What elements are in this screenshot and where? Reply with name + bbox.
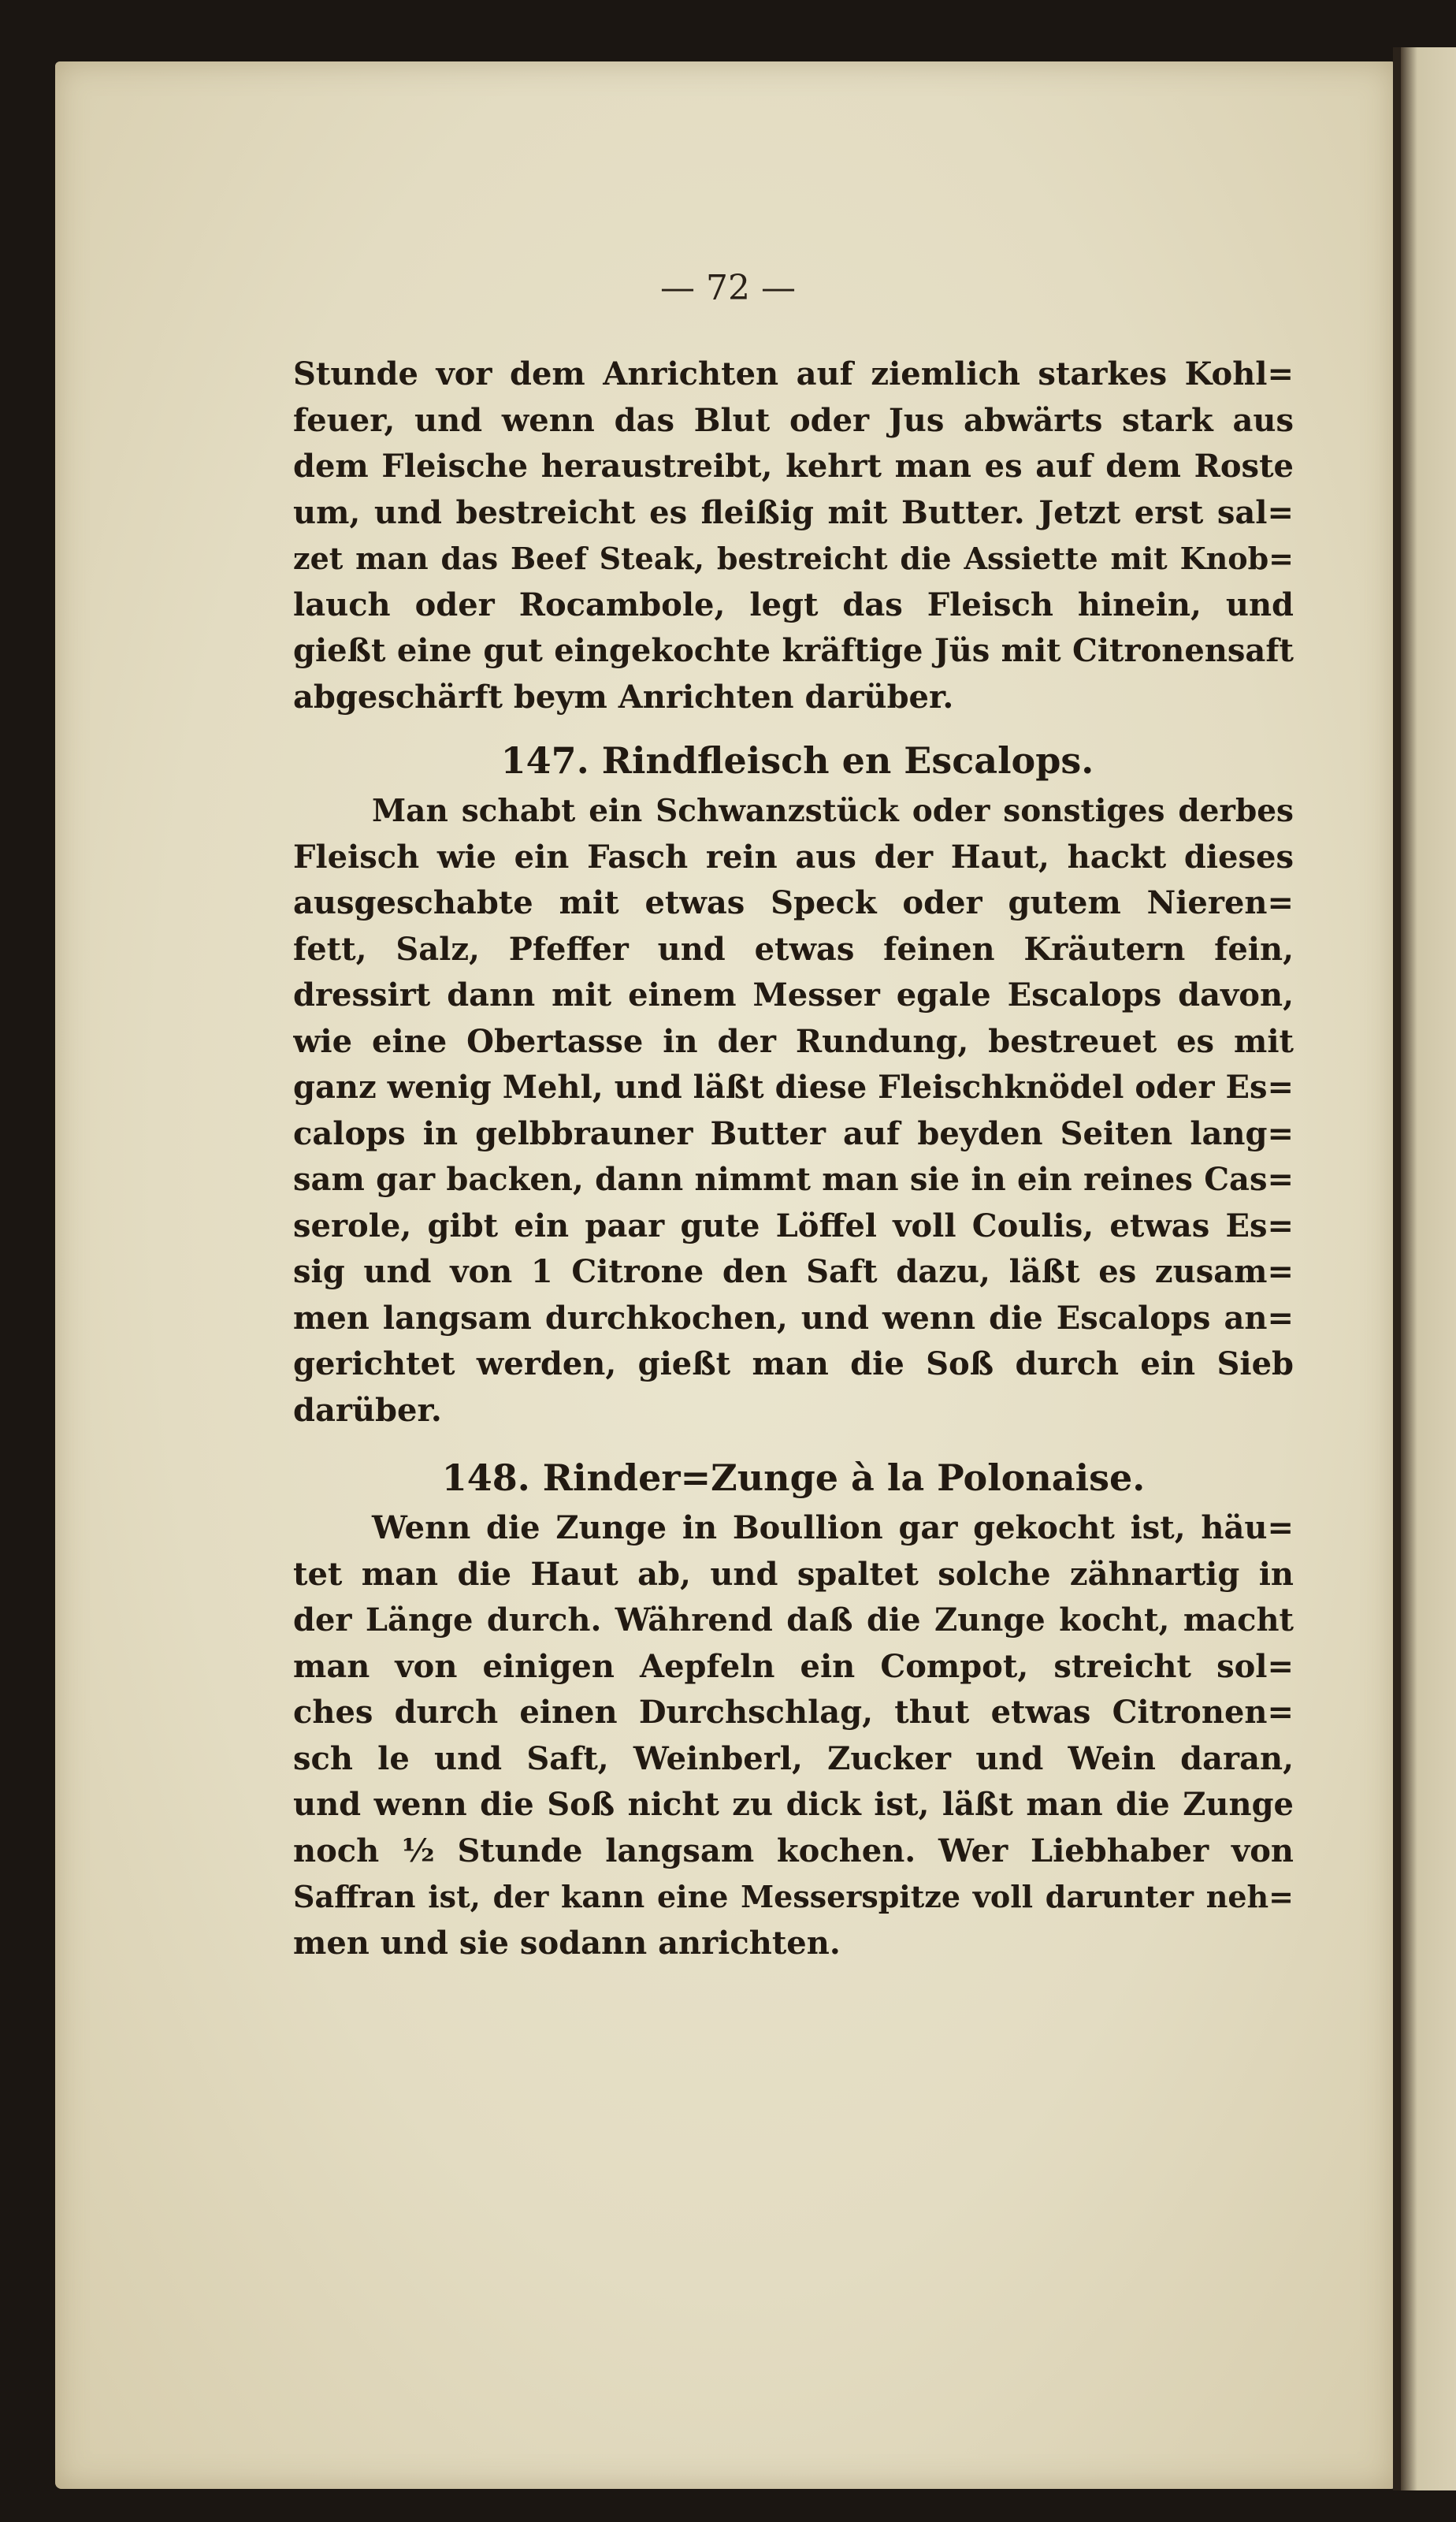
text-line: Wenn die Zunge in Boullion gar gekocht ist, häu= [372,1509,1294,1546]
text-line: feuer, und wenn das Blut oder Jus abwärts stark aus [293,401,1294,439]
text-line: men langsam durchkochen, und wenn die Escalops an= [293,1299,1294,1337]
text-line: dressirt dann mit einem Messer egale Escalops davon, [293,976,1294,1014]
recipe-title: 147. Rindfleisch en Escalops. [500,739,1094,782]
text-line: Fleisch wie ein Fasch rein aus der Haut, hackt dieses [293,838,1294,876]
text-line: man von einigen Aepfeln ein Compot, streicht sol= [293,1647,1294,1685]
text-line: der Länge durch. Während daß die Zunge kocht, macht [293,1601,1294,1639]
text-line: tet man die Haut ab, und spaltet solche zähnartig in [293,1555,1294,1593]
text-line: Man schabt ein Schwanzstück oder sonstiges derbes [372,793,1294,829]
text-line: dem Fleische heraustreibt, kehrt man es auf dem Roste [293,448,1294,485]
recipe-148 [293,1450,1294,1966]
intro-paragraph [293,352,1294,720]
text-line: sig und von 1 Citrone den Saft dazu, läßt es zusam= [293,1253,1294,1290]
text-line: ches durch einen Durchschlag, thut etwas Citronen= [293,1694,1294,1731]
text-line: lauch oder Rocambole, legt das Fleisch hinein, und [293,586,1294,623]
text-line: serole, gibt ein paar gute Löffel voll Coulis, etwas Es= [293,1207,1294,1244]
text-line: calops in gelbbrauner Butter auf beyden Seiten lang= [293,1114,1294,1152]
text-line: gerichtet werden, gießt man die Soß durch ein Sieb [293,1345,1294,1382]
adjacent-page-edge [1401,47,1456,2490]
text-line: ausgeschabte mit etwas Speck oder gutem Nieren= [293,884,1294,921]
text-line: wie eine Obertasse in der Rundung, bestreuet es mit [293,1022,1294,1060]
text-line: fett, Salz, Pfeffer und etwas feinen Kräutern fein, [293,930,1294,968]
text-line: ganz wenig Mehl, und läßt diese Fleischknödel oder Es= [293,1069,1294,1106]
text-line: gießt eine gut eingekochte kräftige Jüs mit Citronensaft [293,632,1294,669]
text-line: sch le und Saft, Weinberl, Zucker und Wein daran, [293,1739,1294,1777]
text-line: Stunde vor dem Anrichten auf ziemlich starkes Kohl= [293,355,1294,392]
text-line: zet man das Beef Steak, bestreicht die Assiette mit Knob= [293,541,1294,576]
text-line: um, und bestreicht es fleißig mit Butter. Jetzt erst sal= [293,493,1294,531]
recipe-title: 148. Rinder=Zunge à la Polonaise. [441,1456,1146,1499]
text-line: und wenn die Soß nicht zu dick ist, läßt man die Zunge [293,1786,1294,1823]
recipe-147 [293,733,1294,1434]
text-line: darüber. [293,1391,442,1429]
text-line: Saffran ist, der kann eine Messerspitze voll darunter neh= [293,1879,1294,1914]
text-line: men und sie sodann anrichten. [293,1924,841,1962]
text-line: sam gar backen, dann nimmt man sie in ein reines Cas= [293,1161,1294,1198]
text-line: noch ½ Stunde langsam kochen. Wer Liebhaber von [293,1832,1294,1869]
page-number: — 72 — [660,268,796,308]
text-line: abgeschärft beym Anrichten darüber. [293,678,954,716]
